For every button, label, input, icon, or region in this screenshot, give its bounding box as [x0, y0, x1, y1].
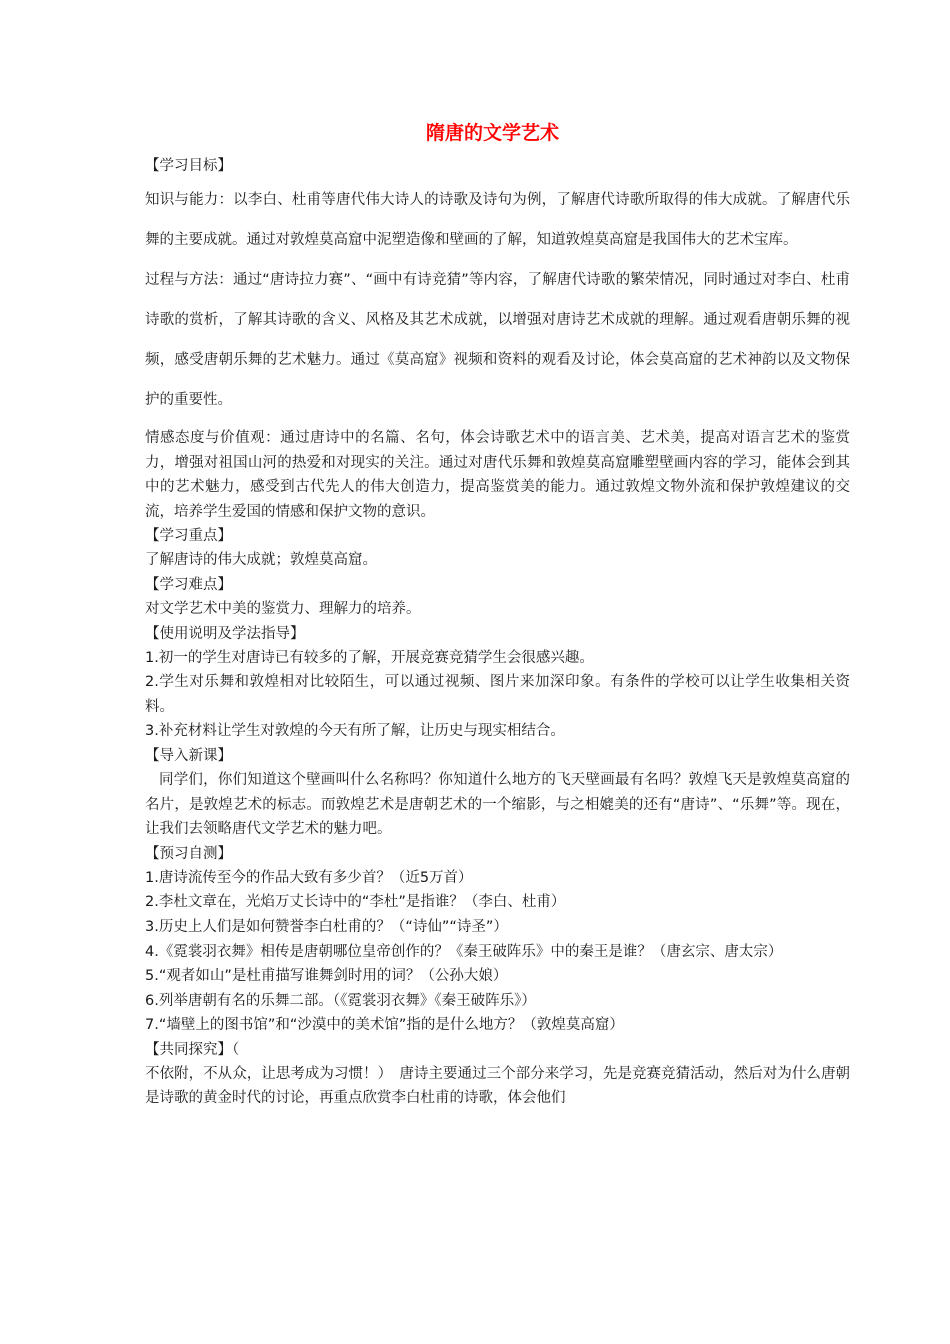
goal-emotion-paragraph: 情感态度与价值观：通过唐诗中的名篇、名句，体会诗歌艺术中的语言美、艺术美，提高对语言艺术的鉴赏力，增强对祖国山河的热爱和对现实的关注。通过对唐代乐舞和敦煌莫高窟雕塑壁画内容的学习，能体会到其中的艺术魅力，感受到古代先人的伟大创造力，提高鉴赏美的能力。通过敦煌文物外流和保护敦煌建议的交流，培养学生爱国的情感和保护文物的意识。: [145, 430, 850, 520]
section-heading-explore: 【共同探究】（: [145, 1041, 240, 1058]
guide-item: 3.补充材料让学生对敦煌的今天有所了解，让历史与现实相结合。: [145, 723, 565, 740]
goal-process-paragraph: 过程与方法：通过“唐诗拉力赛”、“画中有诗竞猜”等内容，了解唐代诗歌的繁荣情况，同时通过对李白、杜甫诗歌的赏析，了解其诗歌的含义、风格及其艺术成就，以增强对唐诗艺术成就的理解。通过观看唐朝乐舞的视频，感受唐朝乐舞的艺术魅力。通过《莫高窟》视频和资料的观看及讨论，体会莫高窟的艺术神韵以及文物保护的重要性。: [145, 272, 850, 408]
section-heading-key-points: 【学习重点】: [145, 528, 232, 545]
preview-item: 4.《霓裳羽衣舞》相传是唐朝哪位皇帝创作的？《秦王破阵乐》中的秦王是谁？（唐玄宗、唐太宗）: [145, 943, 783, 960]
preview-item: 2.李杜文章在，光焰万丈长诗中的“李杜”是指谁？（李白、杜甫）: [145, 894, 566, 911]
section-heading-intro: 【导入新课】: [145, 747, 232, 764]
difficulties-text: 对文学艺术中美的鉴赏力、理解力的培养。: [145, 600, 421, 617]
section-heading-preview: 【预习自测】: [145, 845, 232, 862]
key-points-text: 了解唐诗的伟大成就；敦煌莫高窟。: [145, 552, 377, 569]
preview-item: 3.历史上人们是如何赞誉李白杜甫的？（“诗仙”“诗圣”）: [145, 918, 508, 935]
section-heading-guide: 【使用说明及学法指导】: [145, 625, 305, 642]
page-title: 隋唐的文学艺术: [425, 122, 559, 144]
intro-paragraph: 同学们，你们知道这个壁画叫什么名称吗？你知道什么地方的飞天壁画最有名吗？敦煌飞天是敦煌莫高窟的名片，是敦煌艺术的标志。而敦煌艺术是唐朝艺术的一个缩影，与之相媲美的还有“唐诗”、“乐舞”等。现在，让我们去领略唐代文学艺术的魅力吧。: [145, 771, 850, 838]
section-heading-goals: 【学习目标】: [145, 158, 232, 174]
guide-item: 1.初一的学生对唐诗已有较多的了解，开展竞赛竞猜学生会很感兴趣。: [145, 649, 594, 666]
section-heading-difficulties: 【学习难点】: [145, 576, 232, 593]
goal-knowledge-paragraph: 知识与能力：以李白、杜甫等唐代伟大诗人的诗歌及诗句为例，了解唐代诗歌所取得的伟大成就。了解唐代乐舞的主要成就。通过对敦煌莫高窟中泥塑造像和壁画的了解，知道敦煌莫高窟是我国伟大的艺术宝库。: [145, 192, 850, 248]
guide-item: 2.学生对乐舞和敦煌相对比较陌生，可以通过视频、图片来加深印象。有条件的学校可以让学生收集相关资料。: [145, 674, 850, 715]
preview-item: 1.唐诗流传至今的作品大致有多少首？（近5万首）: [145, 869, 473, 886]
preview-item: 7.“墙壁上的图书馆”和“沙漠中的美术馆”指的是什么地方？（敦煌莫高窟）: [145, 1017, 624, 1034]
preview-item: 5.“观者如山”是杜甫描写谁舞剑时用的词？（公孙大娘）: [145, 968, 508, 985]
preview-item: 6.列举唐朝有名的乐舞二部。（《霓裳羽衣舞》《秦王破阵乐》）: [145, 992, 536, 1009]
explore-paragraph: 不依附，不从众，让思考成为习惯！） 唐诗主要通过三个部分来学习，先是竞赛竞猜活动，然后对为什么唐朝是诗歌的黄金时代的讨论，再重点欣赏李白杜甫的诗歌，体会他们: [145, 1065, 850, 1107]
